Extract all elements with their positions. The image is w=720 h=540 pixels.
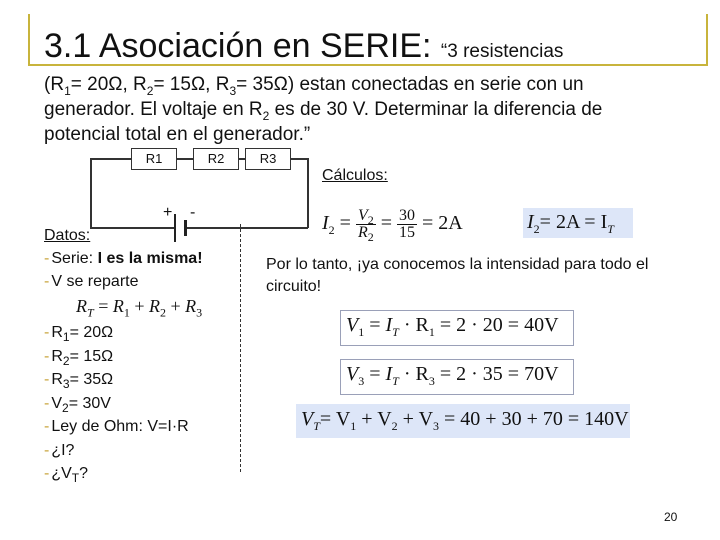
title-frame-left (28, 14, 30, 66)
datos-heading: Datos: (44, 227, 91, 244)
minus-sign: - (190, 204, 196, 221)
plus-sign: + (163, 204, 173, 221)
list-item: - ¿I? (44, 441, 75, 459)
page-number: 20 (664, 510, 678, 524)
given-values-list (44, 321, 189, 486)
v1-formula: $V_1 = I_T \cdot R_1 = 2 \cdot 20 = 40V$ (346, 314, 559, 339)
resistor-r2: R2 (193, 148, 239, 170)
list-item: - ¿$V_T$? (44, 465, 89, 486)
list-item: - $R_1= 20\Omega$ (44, 324, 114, 345)
datos-item-voltage: - V se reparte (44, 273, 139, 290)
resistor-r1: R1 (131, 148, 177, 170)
datos-block (44, 224, 203, 293)
conclusion-text: Por lo tanto, ¡ya conocemos la intensidad para todo el circuito! (266, 256, 649, 295)
problem-statement: ($R_1= 20\Omega$, $R_2= 15\Omega$, $R_3= 35\Omega$) estan conectadas en serie con un generador. El voltaje en $R_2$ es de 30 V. Determinar la diferencia de potencial total en el generador.” (44, 74, 603, 145)
list-item: - $R_2= 15\Omega$ (44, 347, 114, 368)
rt-formula: $R_T = R_1 + R_2 + R_3$ (76, 296, 203, 320)
resistor-r3: R3 (245, 148, 291, 170)
column-divider (240, 224, 241, 472)
v3-formula: $V_3 = I_T \cdot R_3 = 2 \cdot 35 = 70V$ (346, 363, 559, 388)
calculos-heading: Cálculos: (322, 167, 388, 184)
vt-formula: $V_T= V_1 + V_2 + V_3 = 40 + 30 + 70 = 140V$ (301, 408, 629, 433)
list-item: - $V_2= 30V$ (44, 394, 111, 415)
list-item: - $R_3= 35\Omega$ (44, 371, 114, 392)
title-frame-right (706, 14, 708, 66)
datos-item-serie: - Serie: I es la misma! (44, 250, 203, 267)
current-result: $I_2= 2A = I_T$ (527, 211, 614, 236)
slide-title: 3.1 Asociación en SERIE: “3 resistencias (44, 27, 564, 65)
i2-formula: $I_2$ = $\frac{V_2}{R_2}$ = $\frac{30}{15}$ = 2A (322, 207, 463, 245)
list-item: - Ley de Ohm: V=I·R (44, 418, 189, 435)
